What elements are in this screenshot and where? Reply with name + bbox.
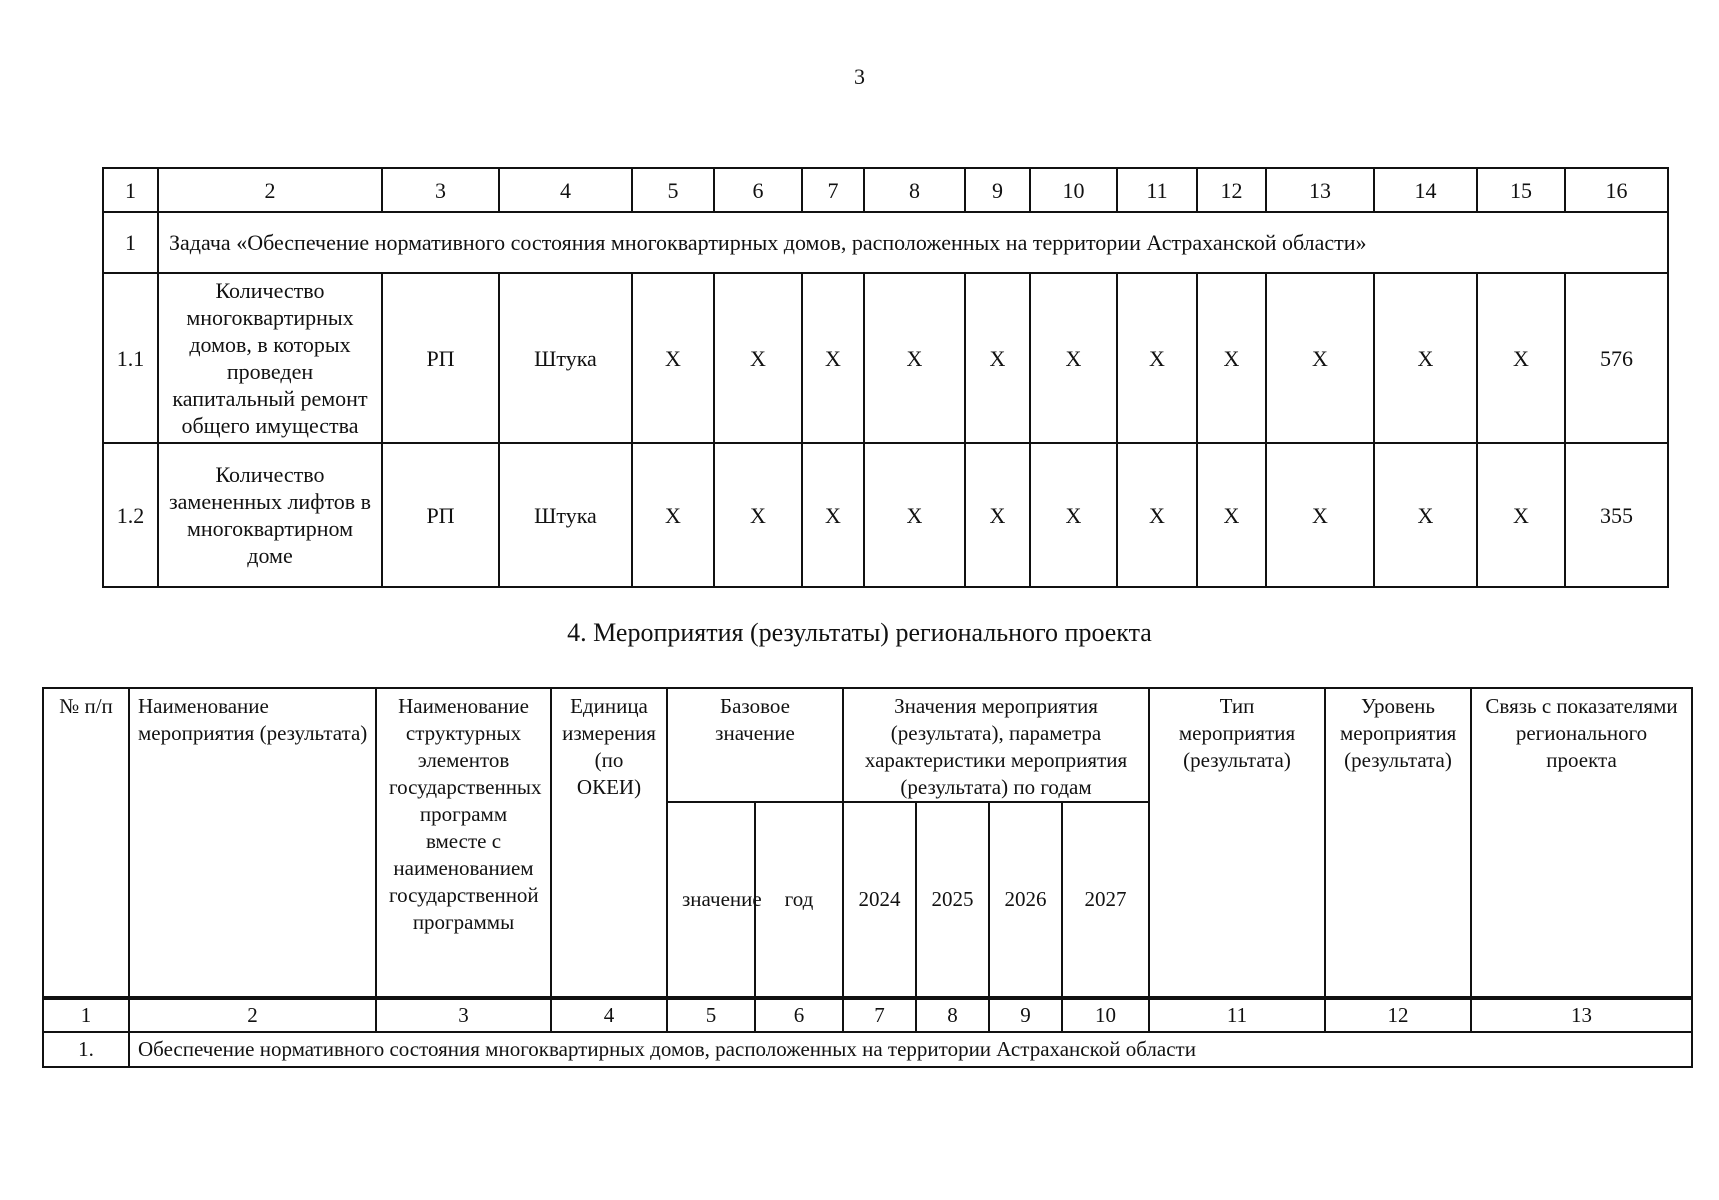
task-text: Задача «Обеспечение нормативного состояния многоквартирных домов, расположенных на территории Астраханской области» [158, 212, 1668, 273]
indicator-level: РП [382, 273, 499, 443]
column-number: 6 [714, 168, 802, 212]
column-number: 2 [129, 998, 376, 1032]
column-number-row [43, 998, 1692, 1032]
column-number: 16 [1565, 168, 1668, 212]
header-base-value: значение [667, 802, 755, 998]
task-row [103, 212, 1668, 273]
header-level: Уровень мероприятия (результата) [1325, 688, 1471, 998]
indicator-value: Х [965, 443, 1030, 587]
indicator-row [103, 273, 1668, 443]
indicator-name: Количество замененных лифтов в многоквартирном доме [158, 443, 382, 587]
indicator-row [103, 443, 1668, 587]
column-number: 6 [755, 998, 843, 1032]
indicator-number: 1.2 [103, 443, 158, 587]
column-number: 8 [916, 998, 989, 1032]
header-base-year: год [755, 802, 843, 998]
indicator-value: Х [1117, 443, 1197, 587]
header-type: Тип мероприятия (результата) [1149, 688, 1325, 998]
indicator-value: Х [1030, 273, 1117, 443]
indicator-unit: Штука [499, 273, 632, 443]
indicator-name: Количество многоквартирных домов, в которых проведен капитальный ремонт общего имущества [158, 273, 382, 443]
indicators-table [102, 167, 1669, 588]
column-number: 15 [1477, 168, 1565, 212]
indicator-value: Х [1477, 443, 1565, 587]
header-unit: Единица измерения (по ОКЕИ) [551, 688, 667, 998]
column-number: 14 [1374, 168, 1477, 212]
header-name: Наименование мероприятия (результата) [129, 688, 376, 998]
column-number: 13 [1266, 168, 1374, 212]
column-number: 9 [965, 168, 1030, 212]
indicator-value: Х [714, 443, 802, 587]
column-number: 4 [499, 168, 632, 212]
column-number: 9 [989, 998, 1062, 1032]
column-number: 11 [1149, 998, 1325, 1032]
indicator-unit: Штука [499, 443, 632, 587]
task-number: 1 [103, 212, 158, 273]
column-number: 7 [843, 998, 916, 1032]
column-number: 3 [376, 998, 551, 1032]
indicator-level: РП [382, 443, 499, 587]
column-number: 8 [864, 168, 965, 212]
indicator-value: Х [864, 273, 965, 443]
indicator-value: Х [1197, 273, 1266, 443]
indicator-value: Х [1266, 443, 1374, 587]
header-year: 2025 [916, 802, 989, 998]
indicator-value: Х [1374, 273, 1477, 443]
column-number: 10 [1062, 998, 1149, 1032]
indicator-number: 1.1 [103, 273, 158, 443]
page-number: 3 [854, 64, 865, 89]
indicator-value: Х [632, 443, 714, 587]
indicator-value: Х [1266, 273, 1374, 443]
indicator-total: 355 [1565, 443, 1668, 587]
section-number: 1. [43, 1032, 129, 1067]
indicator-value: Х [1117, 273, 1197, 443]
indicator-value: Х [1197, 443, 1266, 587]
column-number: 7 [802, 168, 864, 212]
indicator-value: Х [1374, 443, 1477, 587]
column-number: 4 [551, 998, 667, 1032]
column-number: 5 [667, 998, 755, 1032]
indicator-value: Х [864, 443, 965, 587]
header-year: 2026 [989, 802, 1062, 998]
column-number: 3 [382, 168, 499, 212]
header-base: Базовое значение [667, 688, 843, 802]
indicator-value: Х [802, 273, 864, 443]
column-number: 13 [1471, 998, 1692, 1032]
column-number: 10 [1030, 168, 1117, 212]
header-values-by-year: Значения мероприятия (результата), параметра характеристики мероприятия (результата) по годам [843, 688, 1149, 802]
header-link: Связь с показателями регионального проекта [1471, 688, 1692, 998]
section-title: 4. Мероприятия (результаты) регионального проекта [567, 618, 1152, 647]
indicator-value: Х [1477, 273, 1565, 443]
column-number: 5 [632, 168, 714, 212]
indicator-value: Х [1030, 443, 1117, 587]
column-number: 11 [1117, 168, 1197, 212]
section-row [43, 1032, 1692, 1067]
column-number: 2 [158, 168, 382, 212]
indicator-value: Х [802, 443, 864, 587]
header-structural: Наименование структурных элементов государственных программ вместе с наименованием государственной программы [376, 688, 551, 998]
header-num: № п/п [43, 688, 129, 998]
column-number: 1 [43, 998, 129, 1032]
header-year: 2027 [1062, 802, 1149, 998]
activities-table [42, 687, 1693, 1068]
indicator-value: Х [632, 273, 714, 443]
section-text: Обеспечение нормативного состояния многоквартирных домов, расположенных на территории Астраханской области [129, 1032, 1692, 1067]
column-number: 12 [1325, 998, 1471, 1032]
header-year: 2024 [843, 802, 916, 998]
column-number: 12 [1197, 168, 1266, 212]
indicator-total: 576 [1565, 273, 1668, 443]
indicator-value: Х [965, 273, 1030, 443]
header-row [43, 688, 1692, 802]
column-number-row [103, 168, 1668, 212]
indicator-value: Х [714, 273, 802, 443]
column-number: 1 [103, 168, 158, 212]
